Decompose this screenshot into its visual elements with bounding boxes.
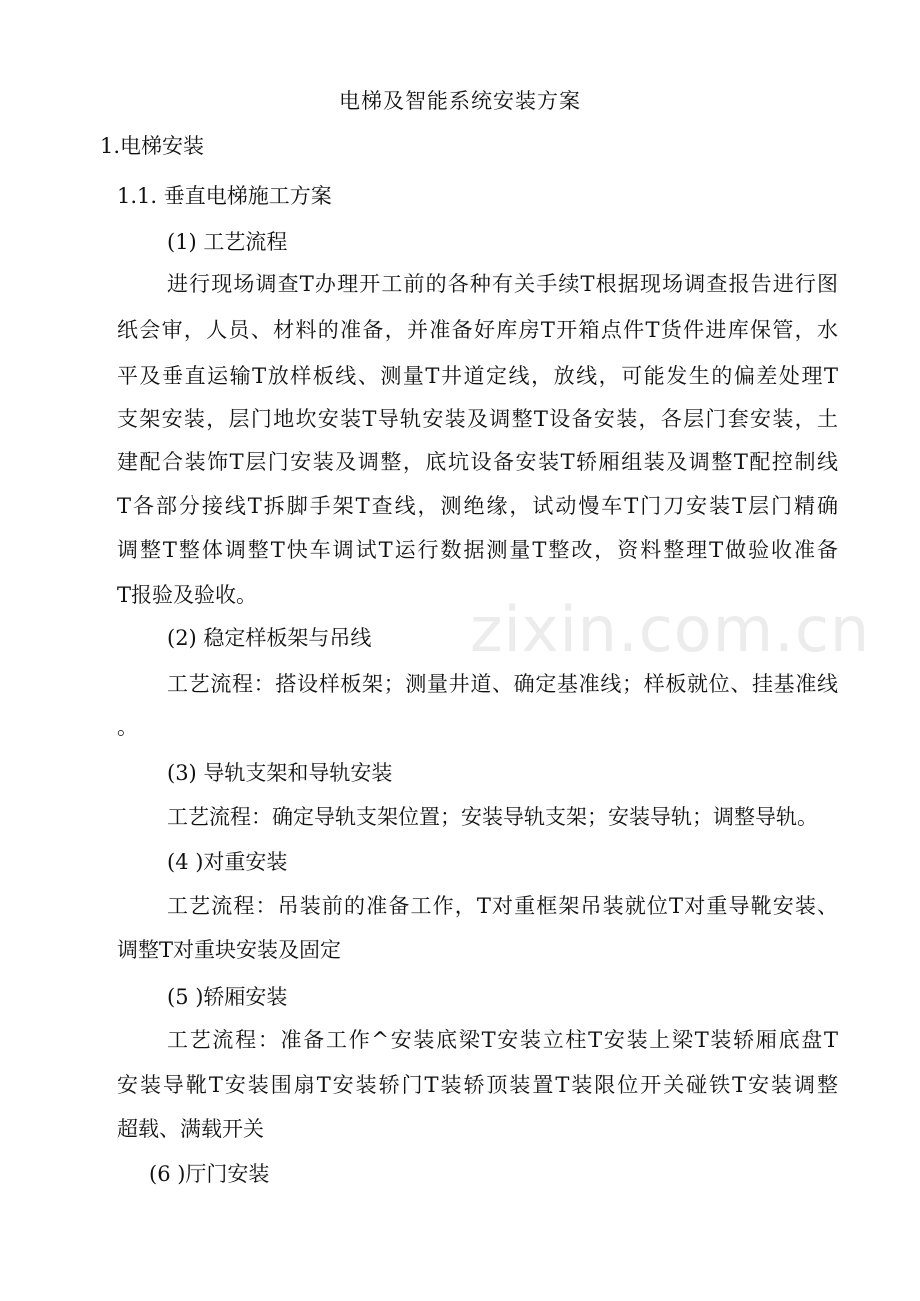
item-heading: (4 )对重安装 <box>167 850 288 874</box>
paragraph-line: 调整T对重块安装及固定 <box>117 938 342 962</box>
paragraph-line: 工艺流程：搭设样板架；测量井道、确定基准线；样板就位、挂基准线 <box>167 672 838 696</box>
paragraph-line: T报验及验收。 <box>117 583 258 607</box>
paragraph-line: T各部分接线T拆脚手架T查线，测绝缘，试动慢车T门刀安装T层门精确 <box>117 494 838 518</box>
item-heading: (2) 稳定样板架与吊线 <box>167 626 372 650</box>
paragraph-line: 工艺流程：准备工作^安装底梁T安装立柱T安装上梁T装轿厢底盘T <box>167 1028 838 1052</box>
item-heading: (6 )厅门安装 <box>149 1162 270 1186</box>
item-heading: (5 )轿厢安装 <box>167 985 288 1009</box>
paragraph-line: 安装导靴T安装围扇T安装轿门T装轿顶装置T装限位开关碰铁T安装调整 <box>117 1073 838 1097</box>
section-heading: 1.电梯安装 <box>100 134 205 158</box>
subsection-heading: 1.1. 垂直电梯施工方案 <box>117 184 332 208</box>
watermark: zixin.com.cn <box>470 593 871 666</box>
paragraph-line: 。 <box>117 715 138 739</box>
item-heading: (3) 导轨支架和导轨安装 <box>167 761 393 785</box>
paragraph-line: 支架安装，层门地坎安装T导轨安装及调整T设备安装，各层门套安装，土 <box>117 407 838 431</box>
paragraph-line: 超载、满载开关 <box>117 1117 264 1141</box>
document-title: 电梯及智能系统安装方案 <box>339 89 581 113</box>
paragraph-line: 建配合装饰T层门安装及调整，底坑设备安装T轿厢组装及调整T配控制线 <box>117 450 838 474</box>
paragraph-line: 工艺流程：确定导轨支架位置；安装导轨支架；安装导轨；调整导轨。 <box>167 805 818 829</box>
paragraph-line: 平及垂直运输T放样板线、测量T井道定线，放线，可能发生的偏差处理T <box>117 364 838 388</box>
paragraph-line: 工艺流程：吊装前的准备工作，T对重框架吊装就位T对重导靴安装、 <box>167 894 838 918</box>
item-heading: (1) 工艺流程 <box>167 230 288 254</box>
paragraph-line: 调整T整体调整T快车调试T运行数据测量T整改，资料整理T做验收准备 <box>117 538 838 562</box>
paragraph-line: 进行现场调查T办理开工前的各种有关手续T根据现场调查报告进行图 <box>167 272 838 296</box>
paragraph-line: 纸会审，人员、材料的准备，并准备好库房T开箱点件T货件进库保管，水 <box>117 318 838 342</box>
